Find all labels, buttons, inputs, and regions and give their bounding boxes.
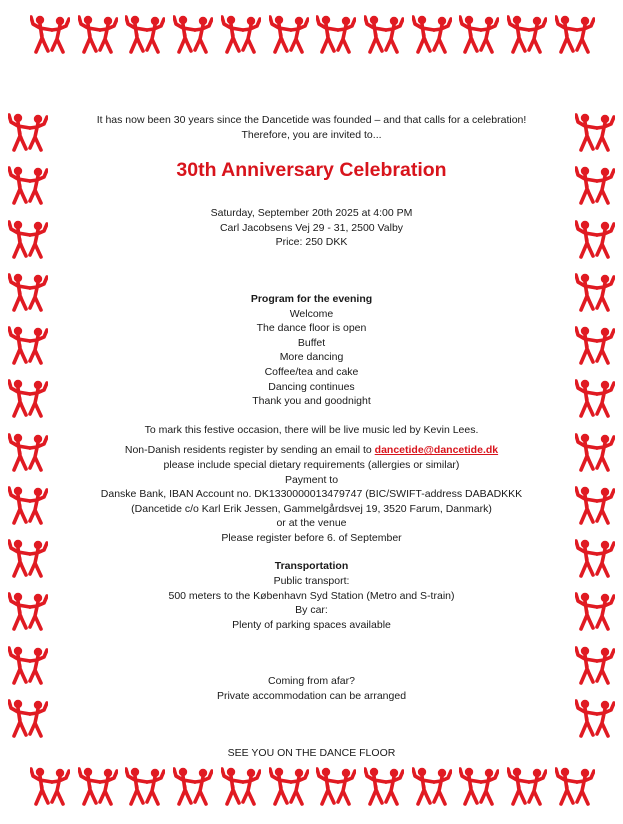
afar-answer: Private accommodation can be arranged (216, 690, 407, 703)
dancing-couple-icon (575, 645, 615, 687)
dancing-couple-icon (8, 698, 48, 740)
dancing-couple-icon (575, 165, 615, 207)
dancing-couple-icon (575, 219, 615, 261)
program-item: Thank you and goodnight (252, 395, 371, 408)
dancing-couple-icon (78, 766, 118, 808)
dancing-couple-icon (269, 14, 309, 56)
dietary-note: please include special dietary requirements (allergies or similar) (163, 458, 460, 471)
registration-line (60, 443, 563, 458)
dancing-couple-icon (125, 14, 165, 56)
payment-label: Payment to (284, 473, 339, 486)
event-title: 30th Anniversary Celebration (176, 159, 447, 182)
dancing-couple-icon (8, 112, 48, 154)
left-dancer-border (8, 112, 48, 740)
transportation-heading: Transportation (274, 560, 349, 573)
dancing-couple-icon (8, 378, 48, 420)
dancing-couple-icon (364, 766, 404, 808)
dancing-couple-icon (507, 766, 547, 808)
dancing-couple-icon (125, 766, 165, 808)
dancing-couple-icon (316, 766, 356, 808)
dancing-couple-icon (575, 538, 615, 580)
event-address: Carl Jacobsens Vej 29 - 31, 2500 Valby (219, 221, 404, 234)
bottom-dancer-border (30, 766, 595, 812)
dancing-couple-icon (412, 766, 452, 808)
venue-option: or at the venue (276, 517, 347, 530)
program-heading: Program for the evening (250, 292, 373, 305)
dancing-couple-icon (8, 485, 48, 527)
dancing-couple-icon (8, 645, 48, 687)
dancing-couple-icon (221, 14, 261, 56)
dancing-couple-icon (575, 698, 615, 740)
dancing-couple-icon (316, 14, 356, 56)
program-item: Welcome (289, 307, 334, 320)
dancing-couple-icon (575, 378, 615, 420)
right-dancer-border (575, 112, 615, 740)
event-datetime: Saturday, September 20th 2025 at 4:00 PM (210, 207, 413, 220)
dancing-couple-icon (221, 766, 261, 808)
program-item: Dancing continues (268, 380, 355, 393)
dancing-couple-icon (173, 766, 213, 808)
dancing-couple-icon (575, 272, 615, 314)
dancing-couple-icon (173, 14, 213, 56)
dancing-couple-icon (459, 766, 499, 808)
dancing-couple-icon (30, 766, 70, 808)
event-price: Price: 250 DKK (275, 236, 348, 249)
dancing-couple-icon (30, 14, 70, 56)
music-note: To mark this festive occasion, there will be live music led by Kevin Lees. (144, 423, 479, 436)
dancing-couple-icon (459, 14, 499, 56)
program-item: More dancing (279, 351, 344, 364)
public-transport-detail: 500 meters to the København Syd Station (Metro and S-train) (168, 589, 455, 602)
dancing-couple-icon (8, 165, 48, 207)
dancing-couple-icon (8, 272, 48, 314)
account-holder: (Dancetide c/o Karl Erik Jessen, Gammelgårdsvej 19, 3520 Farum, Danmark) (131, 502, 492, 515)
dancing-couple-icon (575, 325, 615, 367)
dancing-couple-icon (575, 112, 615, 154)
top-dancer-border (30, 14, 595, 58)
dancing-couple-icon (8, 219, 48, 261)
dancing-couple-icon (575, 591, 615, 633)
registration-deadline: Please register before 6. of September (221, 531, 402, 544)
dancing-couple-icon (555, 766, 595, 808)
program-item: Coffee/tea and cake (264, 365, 359, 378)
afar-question: Coming from afar? (268, 675, 355, 688)
dancing-couple-icon (575, 485, 615, 527)
dancing-couple-icon (78, 14, 118, 56)
car-detail: Plenty of parking spaces available (232, 618, 391, 631)
dancing-couple-icon (8, 432, 48, 474)
intro-line: Therefore, you are invited to... (241, 128, 382, 141)
dancing-couple-icon (269, 766, 309, 808)
dancing-couple-icon (575, 432, 615, 474)
bank-details: Danske Bank, IBAN Account no. DK1330000013479747 (BIC/SWIFT-address DABADKKK (100, 488, 523, 501)
dancing-couple-icon (364, 14, 404, 56)
intro-line: It has now been 30 years since the Dancetide was founded – and that calls for a celebration! (96, 114, 527, 126)
dancing-couple-icon (8, 538, 48, 580)
dancing-couple-icon (555, 14, 595, 56)
closing-line: SEE YOU ON THE DANCE FLOOR (227, 746, 396, 759)
registration-prefix: Non-Danish residents register by sending an email to (124, 444, 375, 457)
dancing-couple-icon (8, 591, 48, 633)
car-label: By car: (295, 604, 328, 617)
dancing-couple-icon (507, 14, 547, 56)
program-item: The dance floor is open (256, 322, 367, 335)
dancing-couple-icon (8, 325, 48, 367)
email-link[interactable]: dancetide@dancetide.dk (374, 444, 499, 457)
invitation-body (60, 113, 563, 760)
program-item: Buffet (297, 336, 326, 349)
dancing-couple-icon (412, 14, 452, 56)
public-transport-label: Public transport: (273, 575, 350, 588)
